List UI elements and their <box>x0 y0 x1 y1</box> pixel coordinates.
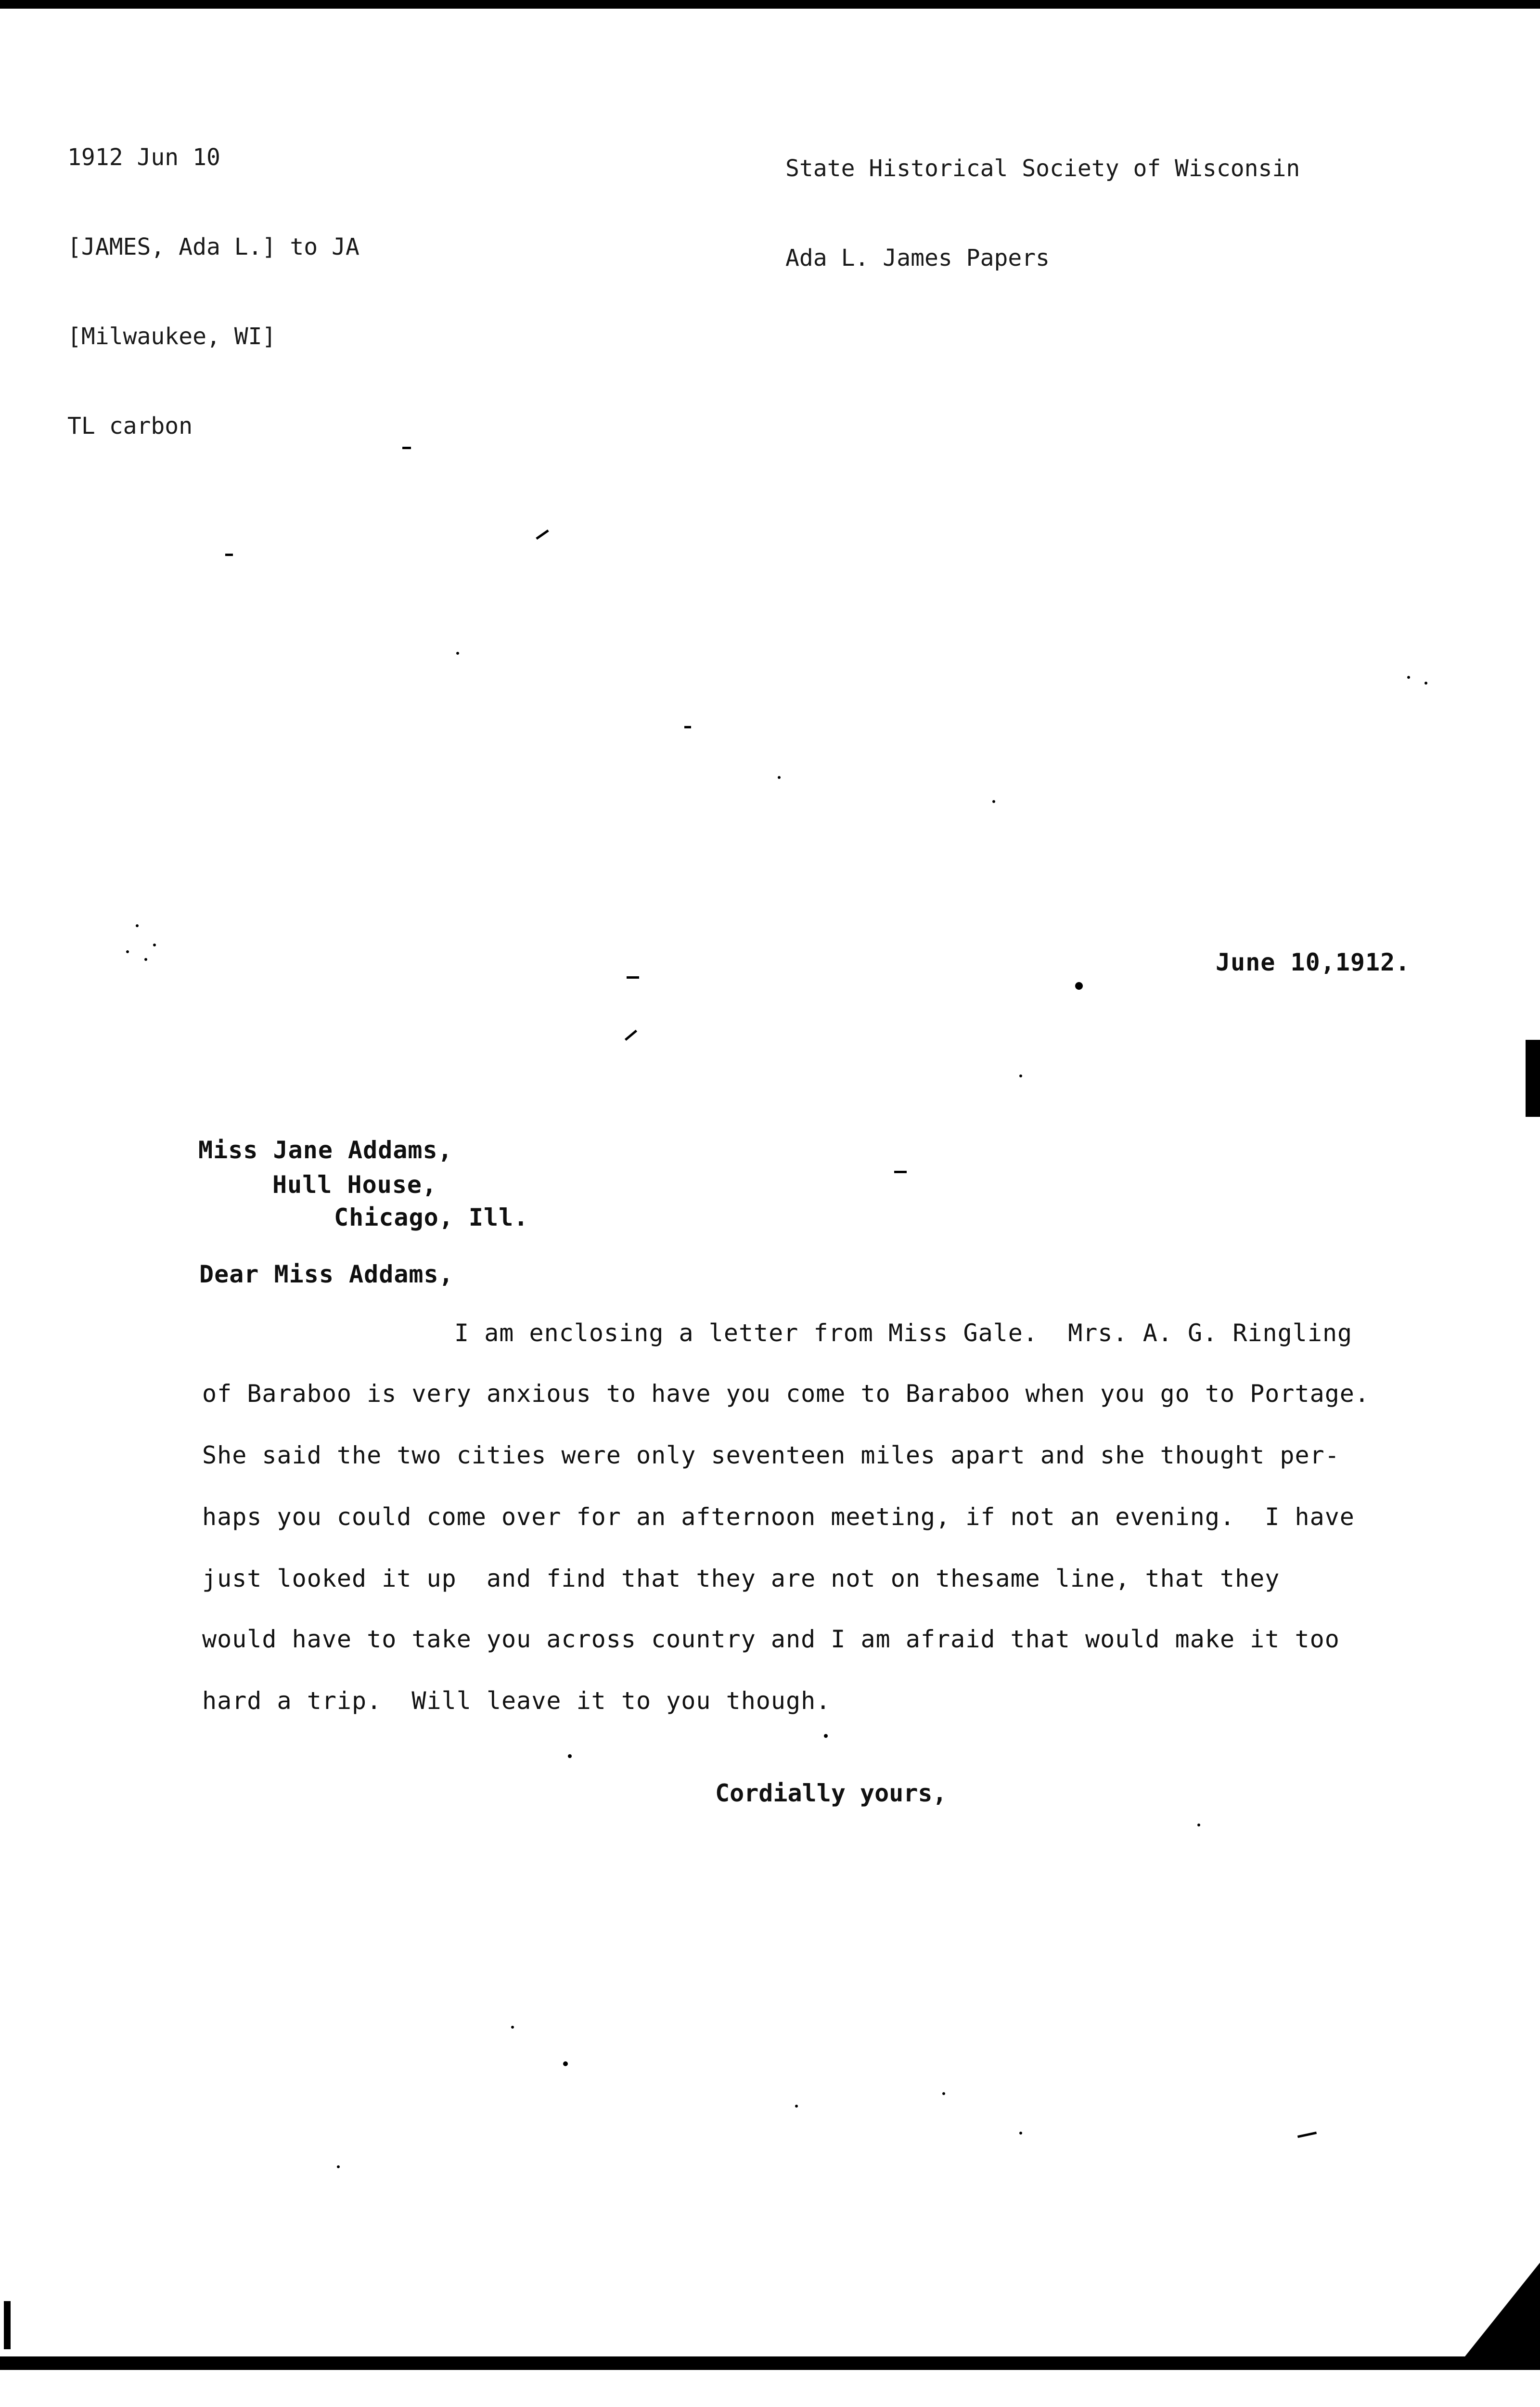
scan-speck <box>563 2061 568 2066</box>
archival-source <box>785 94 1300 333</box>
scan-speck <box>511 2026 514 2029</box>
scan-speck <box>942 2092 945 2095</box>
archival-collection: Ada L. James Papers <box>785 245 1050 272</box>
scan-speck <box>1297 2132 1317 2138</box>
scan-speck <box>1424 682 1427 685</box>
scan-speck <box>1407 676 1410 679</box>
letter-salutation: Dear Miss Addams, <box>199 1260 454 1288</box>
scan-speck <box>456 652 459 655</box>
archival-correspondents: [JAMES, Ada L.] to JA <box>67 233 359 260</box>
letter-body-line: would have to take you across country and I am afraid that would make it too <box>202 1625 1340 1653</box>
scan-speck <box>136 924 139 927</box>
scan-speck <box>144 958 147 961</box>
letter-body-line: hard a trip. Will leave it to you though. <box>202 1687 831 1715</box>
archival-place: [Milwaukee, WI] <box>67 323 276 350</box>
archival-citation <box>67 83 359 501</box>
scan-edge-top <box>0 0 1540 9</box>
letter-body-line: haps you could come over for an afternoon meeting, if not an evening. I have <box>202 1503 1355 1531</box>
scan-speck <box>1019 2132 1022 2135</box>
scan-speck <box>536 530 549 540</box>
recipient-address: Hull House, <box>272 1171 437 1199</box>
scan-speck <box>568 1754 572 1758</box>
scan-speck <box>625 1030 637 1041</box>
letter-body-line: just looked it up and find that they are not on thesame line, that they <box>202 1565 1280 1592</box>
scan-speck <box>1019 1074 1022 1077</box>
scan-corner-fold <box>1463 2263 1540 2359</box>
scan-speck <box>1197 1824 1200 1826</box>
scan-edge-left-mark <box>4 2301 11 2349</box>
scan-speck <box>824 1734 828 1738</box>
letter-body-line: I am enclosing a letter from Miss Gale. Mrs. A. G. Ringling <box>454 1319 1353 1347</box>
scan-speck <box>402 447 411 449</box>
scan-speck <box>795 2105 798 2108</box>
letter-body-line: She said the two cities were only seventeen miles apart and she thought per- <box>202 1441 1340 1469</box>
scan-speck <box>126 950 129 953</box>
scan-edge-right-mark <box>1526 1040 1540 1117</box>
letter-body-line: of Baraboo is very anxious to have you come to Baraboo when you go to Portage. <box>202 1380 1370 1408</box>
scan-speck <box>225 554 233 556</box>
recipient-name: Miss Jane Addams, <box>198 1136 453 1164</box>
recipient-city: Chicago, Ill. <box>334 1204 529 1231</box>
letter-date: June 10,1912. <box>1216 948 1411 976</box>
scan-speck <box>684 726 691 728</box>
archival-format: TL carbon <box>67 413 193 440</box>
scan-speck <box>627 976 639 979</box>
scan-speck <box>1075 982 1083 990</box>
scan-speck <box>894 1171 907 1173</box>
letter-closing: Cordially yours, <box>715 1779 947 1807</box>
scan-speck <box>153 944 156 946</box>
scan-speck <box>778 776 781 779</box>
scan-speck <box>337 2165 340 2168</box>
scan-edge-bottom <box>0 2356 1540 2370</box>
archival-date: 1912 Jun 10 <box>67 144 220 171</box>
scan-speck <box>992 800 995 803</box>
archival-repository: State Historical Society of Wisconsin <box>785 155 1300 182</box>
